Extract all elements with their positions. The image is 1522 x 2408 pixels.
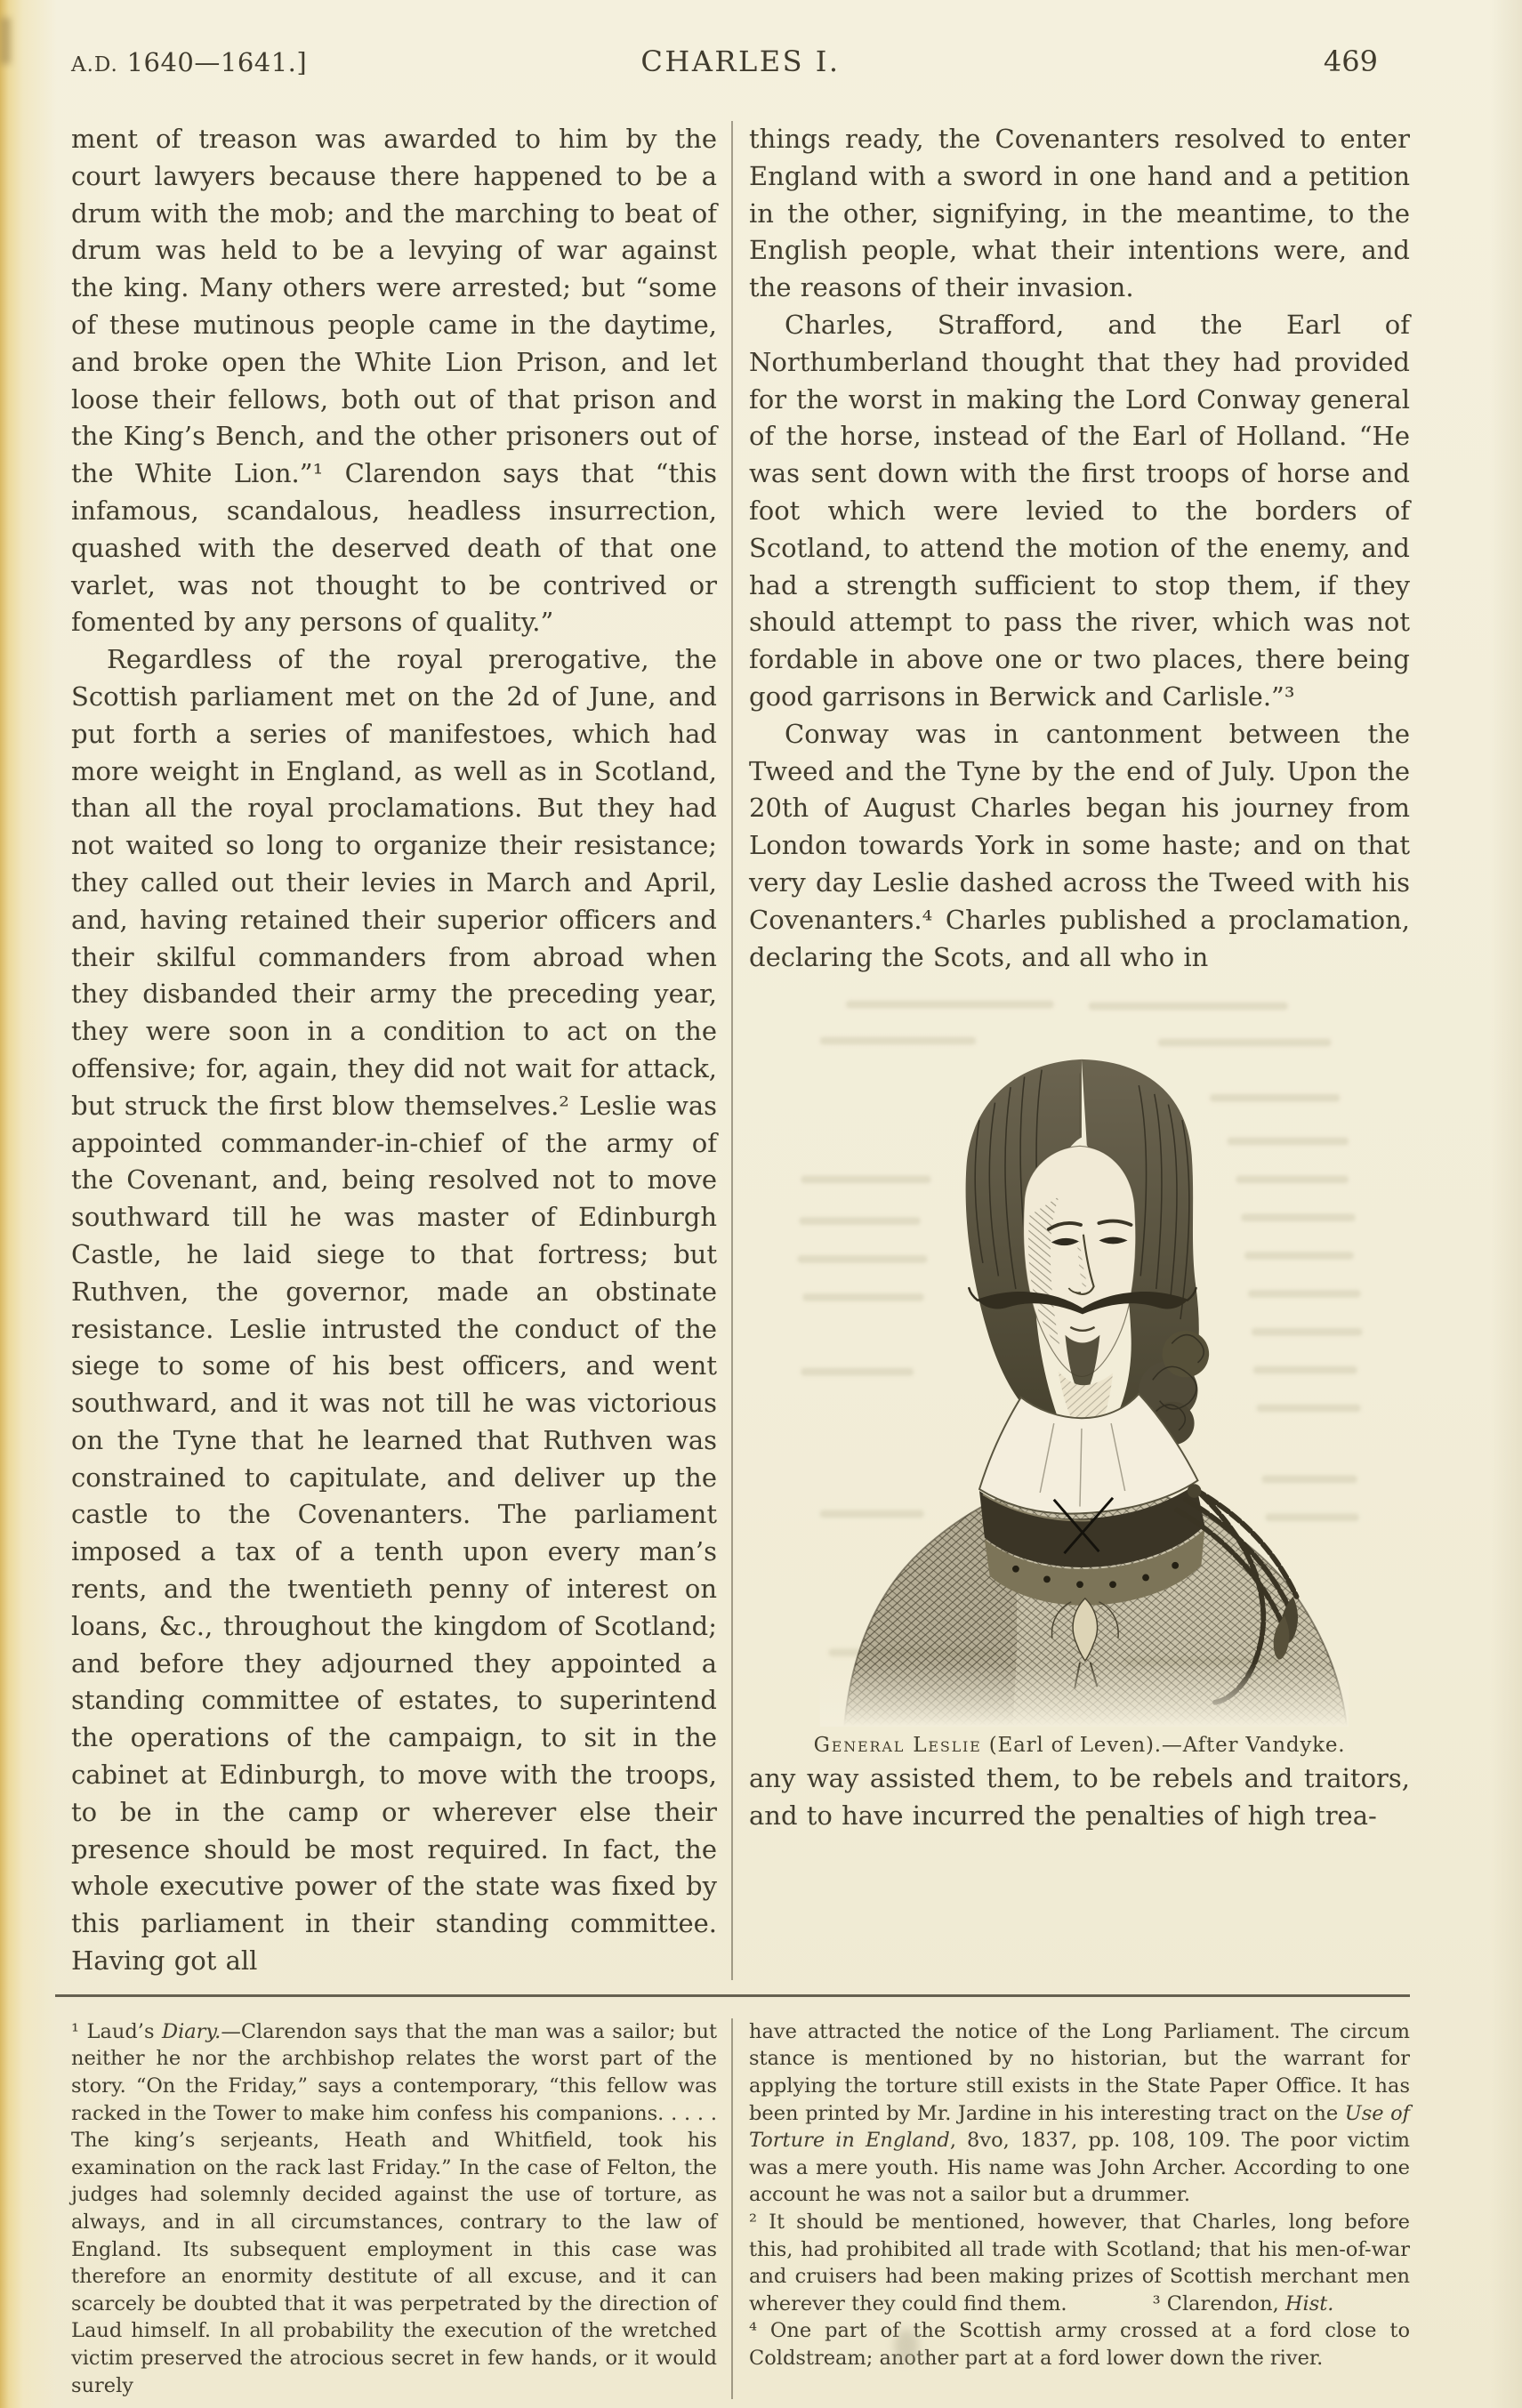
body-paragraph: any way assisted them, to be rebels and traitors, and to have incurred the penalties of high trea- bbox=[749, 1763, 1410, 1832]
page-smudge bbox=[894, 2329, 919, 2363]
header-date-era: A.D. bbox=[71, 53, 118, 77]
footnote-text: —Clarendon says that the man was a sailor; but neither he nor the archbishop relates the worst part of the story. “On the Friday,” says a contemporary, “this fellow was racked in the Tower to make him confess his companions. . . . . The king’s serjeants, Heath and Whitfield, took his examination on the rack last Friday.” In the case of Felton, the judges had solemnly decided against the use of torture, as always, and in all circumstances, contrary to the law of England. Its subsequent employment in this case was therefore an enormity destitute of all excuse, and it can scarcely be doubted that it was perpetrated by the direction of Laud himself. In all probability the execution of the wretched victim preserved the atrocious secret in few hands, or it would surely bbox=[71, 2019, 717, 2397]
footnote bbox=[71, 2018, 717, 2399]
page-number: 469 bbox=[1323, 44, 1378, 78]
leslie-portrait-engraving bbox=[791, 990, 1369, 1727]
body-paragraph: Conway was in cantonment between the Tweed and the Tyne by the end of July. Upon the 20th of August Charles began his journey from London towards York in some haste; and on that very day Leslie dashed across the Tweed with his Covenanters.⁴ Charles published a proclamation, declaring the Scots, and all who in bbox=[749, 718, 1410, 972]
footnote-italic: Hist. bbox=[1284, 2291, 1334, 2315]
footnote-italic: Diary. bbox=[162, 2019, 221, 2043]
footnote-rule bbox=[55, 1994, 1410, 1997]
footnote bbox=[749, 2209, 1410, 2317]
footnote-text: ¹ Laud’s bbox=[71, 2019, 163, 2043]
footnote bbox=[749, 2018, 1410, 2209]
footnote-italic: Use of Torture in England bbox=[749, 2101, 1410, 2153]
footnotes-left-column bbox=[71, 2018, 717, 2399]
figure-caption-credit: (Earl of Leven).—After Vandyke. bbox=[981, 1734, 1346, 1758]
body-paragraph: Regardless of the royal prerogative, the Scottish parliament met on the 2d of June, and put forth a series of manifestoes, which had more weight in England, as well as in Scotland, than all the royal proclamations. But they had not waited so long to organize their resistance; they called out their levies in March and April, and, having retained their superior officers and their skilful commanders from abroad when they disbanded their army the preceding year, they were soon in a condition to act on the offensive; for, again, they did not wait for attack, but struck the first blow themselves.² Leslie was appointed commander-in-chief of the army of the Covenant, and, being resolved not to move southward till he was master of Edinburgh Castle, he laid siege to that fortress; but Ruthven, the governor, made an obstinate resistance. Leslie intrusted the conduct of the siege to some of his best officers, and went southward, and it was not till he was victorious on the Tyne that he learned that Ruthven was constrained to capitulate, and deliver up the castle to the Covenanters. The parliament imposed a tax of a tenth upon every man’s rents, and the twentieth penny of interest on loans, &c., throughout the kingdom of Scotland; and before they adjourned they appointed a standing committee of estates, to superintend the operations of the campaign, to sit in the cabinet at Edinburgh, to move with the troops, to be in the camp or wherever else their presence should be most required. In fact, the whole executive power of the state was fixed by this parliament in their standing committee. Having got all bbox=[71, 644, 717, 1977]
header-date-years: 1640—1641.] bbox=[117, 47, 308, 77]
footnote-text: ⁴ One part of the Scottish army crossed at a ford close to Coldstream; another part at a ford lower down the river. bbox=[749, 2319, 1410, 2370]
header-title: CHARLES I. bbox=[640, 44, 841, 78]
footnotes-right-column bbox=[731, 2018, 1410, 2399]
portrait-figure bbox=[749, 990, 1410, 1757]
figure-caption-name: General Leslie bbox=[813, 1734, 982, 1758]
footnote-text: , 8vo, 1837, pp. 108, 109. The poor victim was a mere youth. His name was John Archer. According to one account he was not a sailor but a drummer. bbox=[749, 2129, 1410, 2207]
right-column bbox=[731, 121, 1410, 1980]
two-column-body bbox=[71, 121, 1410, 1980]
body-paragraph: ment of treason was awarded to him by the court lawyers because there happened to be a drum with the mob; and the marching to beat of drum was held to be a levying of war against the king. Many others were arrested; but “some of these mutinous people came in the daytime, and broke open the White Lion Prison, and let loose their fellows, both out of that prison and the King’s Bench, and the other prisoners out of the White Lion.”¹ Clarendon says that “this infamous, scandalous, headless insurrection, quashed with the deserved death of that one varlet, was not thought to be contrived or fomented by any persons of quality.” bbox=[71, 124, 717, 638]
figure-caption bbox=[749, 1734, 1410, 1757]
footnote-text: ² It should be mentioned, however, that Charles, long before this, had prohibited all trade with Scotland; that his men-of-war and cruisers had been making prizes of Scottish merchant men wherever they could find them. bbox=[749, 2211, 1410, 2315]
footnote bbox=[749, 2317, 1410, 2372]
footnote-text: have attracted the notice of the Long Parliament. The circum stance is mentioned by no historian, but the warrant for applying the torture still exists in the State Paper Office. It has been printed by Mr. Jardine in his interesting tract on the bbox=[749, 2019, 1410, 2125]
footnote-text: ³ Clarendon, bbox=[1152, 2291, 1285, 2315]
footnotes bbox=[71, 2018, 1410, 2399]
body-paragraph: Charles, Strafford, and the Earl of Northumberland thought that they had provided for the worst in making the Lord Conway general of the horse, instead of the Earl of Holland. “He was sent down with the first troops of horse and foot which were levied to the borders of Scotland, to attend the motion of the enemy, and had a strength sufficient to stop them, if they should attempt to pass the river, which was not fordable in above one or two places, there being good garrisons in Berwick and Carlisle.”³ bbox=[749, 309, 1410, 712]
body-paragraph: things ready, the Covenanters resolved to enter England with a sword in one hand and a petition in the other, signifying, in the meantime, to the English people, what their intentions were, and the reasons of their invasion. bbox=[749, 124, 1410, 303]
header-date bbox=[71, 47, 513, 77]
left-column bbox=[71, 121, 717, 1980]
running-header bbox=[71, 44, 1410, 78]
